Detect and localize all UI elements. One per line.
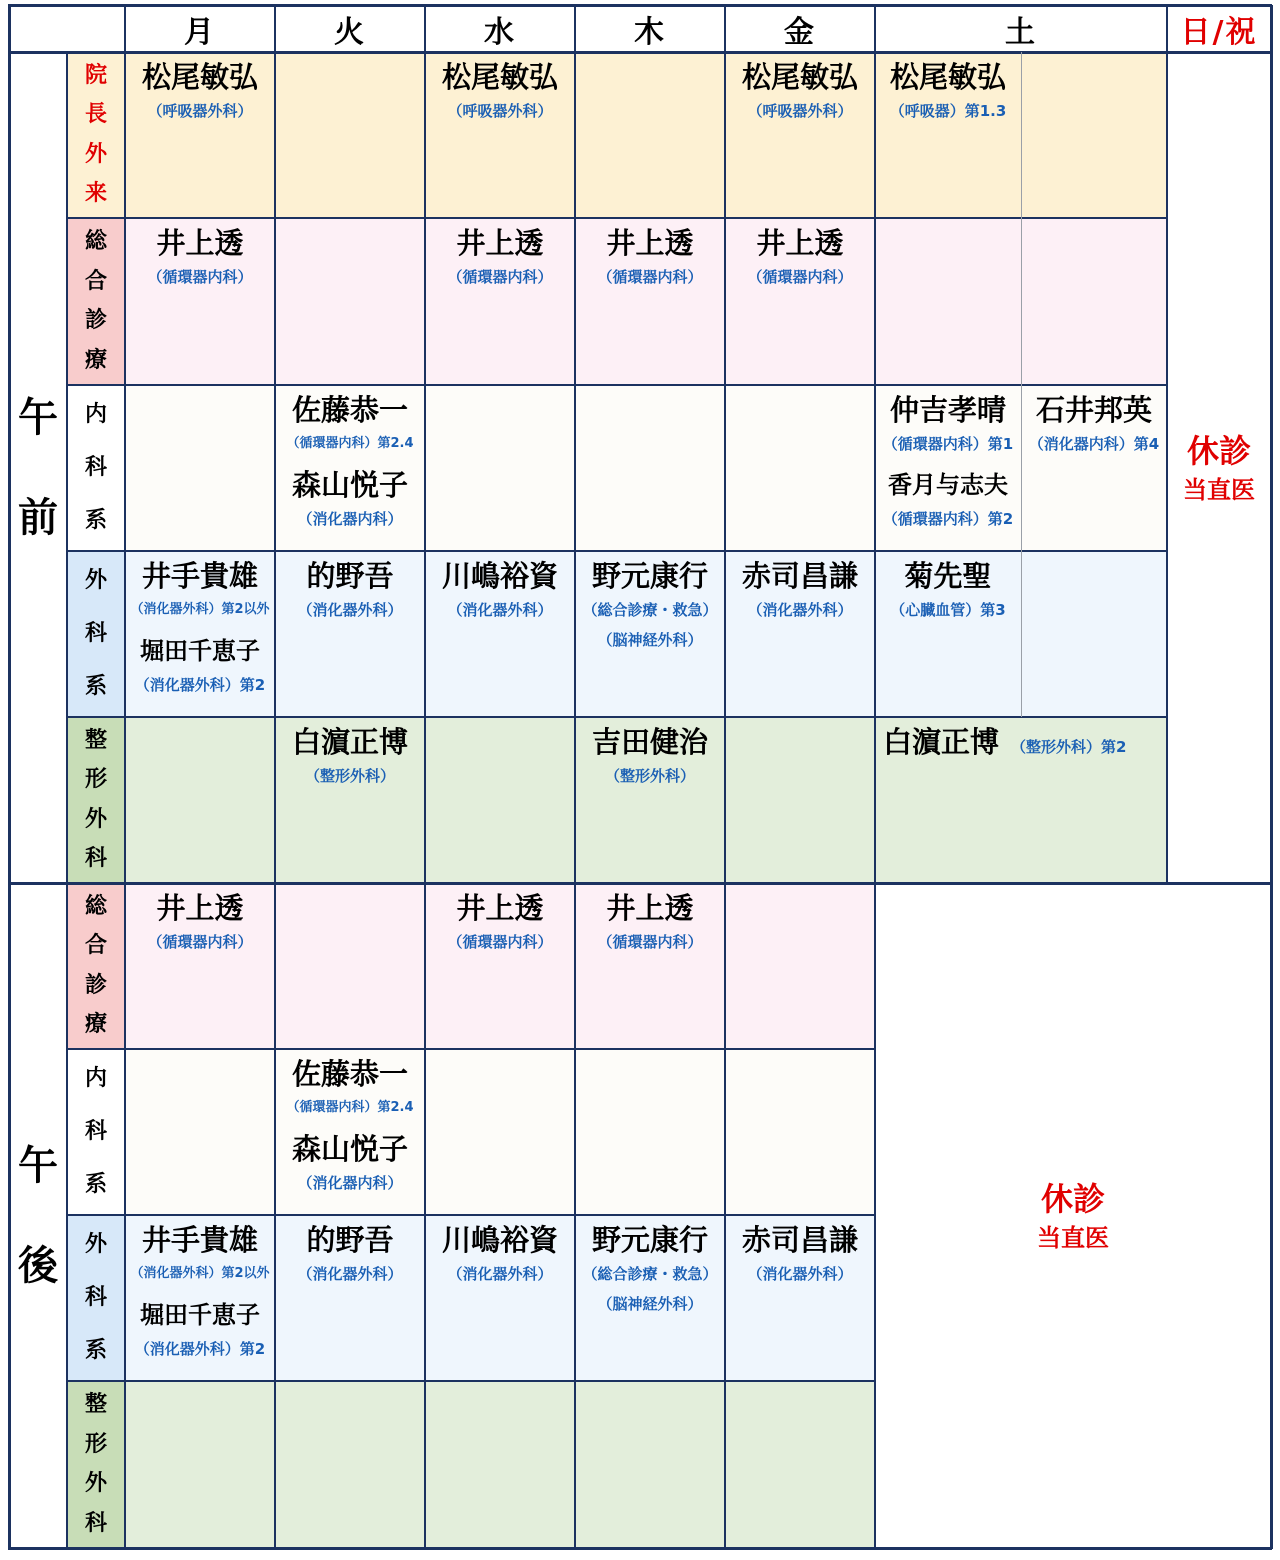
specialty-label: （呼吸器外科） [147, 102, 253, 120]
specialty-label: （循環器内科）第2.4 [286, 436, 414, 451]
specialty-label: （循環器内科） [447, 268, 553, 286]
header-day-fri: 金 [784, 14, 816, 50]
closed-pm-sat-holiday [875, 883, 1271, 1548]
specialty-label: （呼吸器外科） [447, 102, 553, 120]
cell-am-general-thu [575, 218, 725, 385]
doctor-name: 川嶋裕資 [441, 1223, 558, 1257]
doctor-name: 井上透 [606, 226, 694, 260]
closed-label: 休診 [1040, 1179, 1105, 1218]
doctor-name: 松尾敏弘 [741, 60, 858, 94]
specialty-label: （消化器内科）第4 [1028, 435, 1160, 453]
dept-char: 科 [84, 1284, 107, 1310]
closed-label: 休診 [1186, 431, 1251, 470]
dept-char: 外 [84, 568, 107, 594]
cell-am-surgery-thu [575, 551, 725, 717]
doctor-name: 井手貴雄 [141, 1223, 258, 1257]
specialty-label: （消化器内科） [297, 510, 403, 528]
doctor-name: 堀田千恵子 [140, 1301, 260, 1329]
cell-pm-general-thu [575, 883, 725, 1049]
doctor-name: 松尾敏弘 [889, 60, 1006, 94]
specialty-label: （循環器内科） [147, 933, 253, 951]
specialty-label: （整形外科）第2 [1011, 738, 1127, 756]
dept-char: 診 [84, 308, 107, 334]
grid-line [8, 5, 11, 1549]
specialty-label: （整形外科） [304, 767, 395, 785]
period-am-label: 午 前 [18, 394, 58, 541]
cell-pm-general-wed [425, 883, 575, 1049]
cell-am-director-wed [425, 52, 575, 218]
dept-label-am-ortho [67, 717, 125, 883]
dept-char: 系 [84, 507, 107, 533]
doctor-name: 香月与志夫 [888, 471, 1008, 499]
dept-char: 合 [84, 268, 107, 294]
dept-char: 診 [84, 972, 107, 998]
dept-char: 合 [84, 933, 107, 959]
doctor-name: 赤司昌謙 [741, 559, 858, 593]
specialty-label: （消化器外科）第2以外 [130, 1266, 270, 1281]
dept-char: 外 [84, 806, 107, 832]
grid-line [574, 5, 576, 1548]
dept-char: 系 [84, 1337, 107, 1363]
grid-line [124, 5, 126, 1548]
specialty-label: （脳神経外科） [597, 631, 703, 649]
cell-pm-general-tue [275, 883, 425, 1049]
on-duty-label: 当直医 [1183, 475, 1255, 504]
dept-char: 療 [84, 1012, 107, 1038]
grid-line [67, 1048, 875, 1050]
doctor-name: 井上透 [456, 891, 544, 925]
header-day-thu: 木 [634, 14, 666, 50]
specialty-label: （呼吸器）第1.3 [889, 102, 1007, 120]
doctor-name: 佐藤恭一 [291, 393, 408, 427]
doctor-name: 井上透 [456, 226, 544, 260]
dept-label-am-director [67, 52, 125, 218]
doctor-name: 井上透 [156, 226, 244, 260]
specialty-label: （消化器外科） [747, 601, 853, 619]
cell-am-internal-sat1 [875, 385, 1021, 551]
specialty-label: （消化器外科） [297, 1265, 403, 1283]
cell-am-ortho-thu [575, 717, 725, 883]
specialty-label: （循環器内科） [147, 268, 253, 286]
dept-label-am-internal [67, 385, 125, 551]
cell-am-general-mon [125, 218, 275, 385]
cell-am-surgery-sat1 [875, 551, 1021, 717]
doctor-name: 仲吉孝晴 [889, 393, 1006, 427]
grid-line [67, 217, 1167, 219]
specialty-label: （総合診療・救急） [582, 1265, 718, 1283]
grid-line [424, 5, 426, 1548]
dept-char: 系 [84, 1171, 107, 1197]
grid-line [874, 5, 876, 1548]
doctor-name: 川嶋裕資 [441, 559, 558, 593]
cell-am-ortho-mon [125, 717, 275, 883]
cell-am-internal-tue [275, 385, 425, 551]
header-corner [9, 5, 125, 52]
dept-label-pm-internal [67, 1049, 125, 1215]
dept-char: 長 [84, 102, 107, 128]
cell-pm-ortho-wed [425, 1381, 575, 1548]
doctor-name: 井上透 [156, 891, 244, 925]
dept-char: 来 [84, 181, 107, 207]
specialty-label: （消化器外科）第2 [134, 1340, 266, 1358]
grid-line [8, 1547, 1272, 1550]
dept-label-am-surgery [67, 551, 125, 717]
specialty-label: （消化器外科） [297, 601, 403, 619]
doctor-name: 堀田千恵子 [140, 637, 260, 665]
dept-char: 外 [84, 141, 107, 167]
cell-pm-surgery-tue [275, 1215, 425, 1381]
on-duty-label: 当直医 [1037, 1223, 1109, 1252]
cell-am-surgery-wed [425, 551, 575, 717]
cell-am-director-sat2 [1021, 52, 1167, 218]
grid-line [66, 52, 68, 1548]
specialty-label: （循環器内科） [747, 268, 853, 286]
cell-am-surgery-tue [275, 551, 425, 717]
cell-am-surgery-fri [725, 551, 875, 717]
ortho-sat-row [875, 721, 1167, 763]
cell-pm-internal-thu [575, 1049, 725, 1215]
doctor-name: 井上透 [756, 226, 844, 260]
header-holiday: 日/祝 [1180, 14, 1258, 50]
cell-pm-internal-mon [125, 1049, 275, 1215]
closed-am-holiday [1167, 52, 1271, 883]
specialty-label: （循環器内科） [597, 268, 703, 286]
cell-am-surgery-sat2 [1021, 551, 1167, 717]
cell-am-ortho-sat [875, 717, 1167, 883]
dept-char: 科 [84, 1511, 107, 1537]
cell-am-general-tue [275, 218, 425, 385]
dept-char: 系 [84, 673, 107, 699]
cell-am-internal-fri [725, 385, 875, 551]
doctor-name: 的野吾 [306, 559, 394, 593]
cell-pm-surgery-wed [425, 1215, 575, 1381]
cell-am-internal-thu [575, 385, 725, 551]
dept-label-pm-ortho [67, 1381, 125, 1548]
specialty-label: （整形外科） [604, 767, 695, 785]
specialty-label: （心臓血管）第3 [890, 601, 1006, 619]
doctor-name: 井上透 [606, 891, 694, 925]
cell-pm-surgery-thu [575, 1215, 725, 1381]
grid-line [67, 1380, 875, 1382]
period-pm-label: 午 後 [18, 1142, 58, 1289]
cell-pm-internal-wed [425, 1049, 575, 1215]
cell-am-director-mon [125, 52, 275, 218]
cell-am-surgery-mon [125, 551, 275, 717]
cell-am-ortho-wed [425, 717, 575, 883]
dept-char: 科 [84, 620, 107, 646]
dept-char: 内 [84, 402, 107, 428]
grid-line [1021, 52, 1022, 717]
specialty-label: （総合診療・救急） [582, 601, 718, 619]
doctor-name: 野元康行 [591, 559, 708, 593]
dept-char: 整 [84, 727, 107, 753]
cell-pm-internal-tue [275, 1049, 425, 1215]
cell-am-ortho-fri [725, 717, 875, 883]
cell-pm-ortho-mon [125, 1381, 275, 1548]
cell-am-director-sat1 [875, 52, 1021, 218]
doctor-name: 菊先聖 [904, 559, 992, 593]
doctor-name: 森山悦子 [291, 468, 408, 502]
specialty-label: （消化器外科） [447, 1265, 553, 1283]
cell-am-director-tue [275, 52, 425, 218]
cell-pm-surgery-fri [725, 1215, 875, 1381]
specialty-label: （循環器内科）第1 [882, 435, 1014, 453]
grid-line [1166, 5, 1168, 883]
cell-am-director-thu [575, 52, 725, 218]
doctor-name: 吉田健治 [591, 725, 708, 759]
cell-pm-general-fri [725, 883, 875, 1049]
grid-line [1270, 5, 1273, 1549]
grid-line [274, 5, 276, 1548]
dept-char: 総 [84, 893, 107, 919]
dept-char: 総 [84, 228, 107, 254]
doctor-name: 井手貴雄 [141, 559, 258, 593]
cell-am-general-fri [725, 218, 875, 385]
doctor-name: 石井邦英 [1035, 393, 1152, 427]
cell-pm-ortho-thu [575, 1381, 725, 1548]
dept-char: 形 [84, 767, 107, 793]
specialty-label: （脳神経外科） [597, 1295, 703, 1313]
header-day-sat: 土 [1005, 14, 1037, 50]
doctor-name: 佐藤恭一 [291, 1057, 408, 1091]
grid-line [67, 1214, 875, 1216]
grid-line [724, 5, 726, 1548]
header-day-tue: 火 [334, 14, 366, 50]
specialty-label: （消化器外科）第2 [134, 676, 266, 694]
doctor-name: 赤司昌謙 [741, 1223, 858, 1257]
cell-pm-surgery-mon [125, 1215, 275, 1381]
dept-label-pm-general [67, 883, 125, 1049]
grid-line [67, 550, 1167, 552]
cell-pm-ortho-fri [725, 1381, 875, 1548]
doctor-name: 森山悦子 [291, 1132, 408, 1166]
dept-char: 科 [84, 454, 107, 480]
grid-line [8, 4, 1272, 7]
cell-pm-internal-fri [725, 1049, 875, 1215]
header-day-wed: 水 [484, 14, 516, 50]
cell-am-general-sat2 [1021, 218, 1167, 385]
cell-am-director-fri [725, 52, 875, 218]
dept-char: 科 [84, 1118, 107, 1144]
doctor-name: 白濵正博 [883, 725, 1000, 759]
header-day-mon: 月 [184, 14, 216, 50]
grid-line [8, 51, 1272, 54]
specialty-label: （呼吸器外科） [747, 102, 853, 120]
grid-line [67, 384, 1167, 386]
dept-label-pm-surgery [67, 1215, 125, 1381]
specialty-label: （消化器内科） [297, 1174, 403, 1192]
specialty-label: （消化器外科）第2以外 [130, 602, 270, 617]
dept-char: 形 [84, 1431, 107, 1457]
specialty-label: （循環器内科） [597, 933, 703, 951]
specialty-label: （循環器内科） [447, 933, 553, 951]
cell-am-internal-sat2 [1021, 385, 1167, 551]
cell-pm-ortho-tue [275, 1381, 425, 1548]
dept-char: 外 [84, 1471, 107, 1497]
doctor-name: 野元康行 [591, 1223, 708, 1257]
specialty-label: （消化器外科） [447, 601, 553, 619]
dept-char: 療 [84, 348, 107, 374]
dept-char: 院 [84, 62, 107, 88]
dept-label-am-general [67, 218, 125, 385]
doctor-name: 松尾敏弘 [141, 60, 258, 94]
doctor-name: 的野吾 [306, 1223, 394, 1257]
grid-line [8, 882, 1271, 885]
cell-pm-general-mon [125, 883, 275, 1049]
cell-am-general-wed [425, 218, 575, 385]
specialty-label: （循環器内科）第2 [882, 510, 1014, 528]
cell-am-internal-wed [425, 385, 575, 551]
cell-am-general-sat1 [875, 218, 1021, 385]
doctor-name: 松尾敏弘 [441, 60, 558, 94]
grid-line [67, 716, 1167, 718]
specialty-label: （循環器内科）第2.4 [286, 1100, 414, 1115]
specialty-label: （消化器外科） [747, 1265, 853, 1283]
cell-am-internal-mon [125, 385, 275, 551]
doctor-name: 白濵正博 [291, 725, 408, 759]
cell-am-ortho-tue [275, 717, 425, 883]
dept-char: 科 [84, 846, 107, 872]
dept-char: 外 [84, 1232, 107, 1258]
dept-char: 内 [84, 1066, 107, 1092]
dept-char: 整 [84, 1391, 107, 1417]
